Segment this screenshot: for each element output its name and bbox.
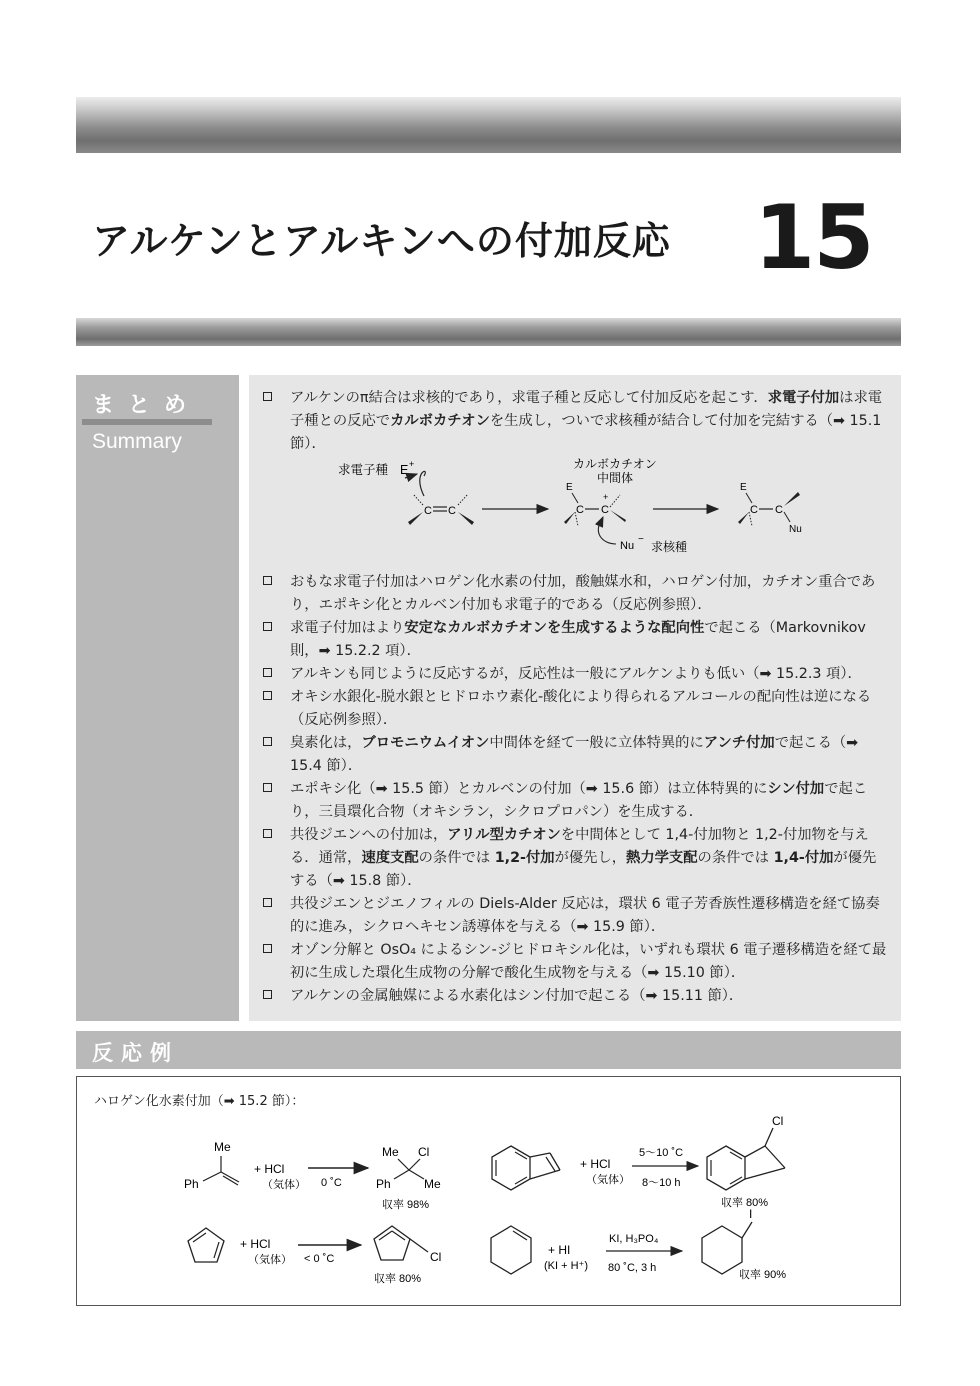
intermediate-label-2: 中間体 [597,471,634,485]
checkbox-bullet-icon [263,944,272,953]
bullet-text [290,893,889,939]
r3-cond: < 0 ˚C [304,1253,335,1265]
checkbox-bullet-icon [263,829,272,838]
r1-p-me2: Me [424,1177,441,1191]
r3-state: （気体） [248,1254,292,1266]
checkbox-bullet-icon [263,622,272,631]
reaction-4 [491,1207,786,1281]
reaction-3 [188,1226,441,1285]
title-underline-bar [76,318,901,346]
summary-bullet [263,939,889,985]
examples-title: 反応例 [92,1041,179,1065]
alkene-carbon-1: C [424,505,432,517]
bullet-text-bold: 1,4-付加 [773,850,834,866]
r2-cond2: 8〜10 h [642,1177,681,1189]
checkbox-bullet-icon [263,737,272,746]
examples-subtitle: ハロゲン化水素付加（➡ 15.2 節）： [94,1094,305,1109]
nucleophile-symbol: Nu [620,540,635,552]
bullet-text [290,939,889,985]
r1-state: （気体） [262,1179,306,1191]
checkbox-bullet-icon [263,691,272,700]
intermediate-label-1: カルボカチオン [573,457,657,471]
r1-cond: 0 ˚C [321,1177,342,1189]
summary-bullet [263,893,889,939]
product-carbon-2: C [775,504,783,516]
summary-bullet [263,732,889,778]
summary-sidebar [76,375,239,1021]
summary-label-divider [82,419,212,425]
bullet-text [290,686,889,732]
r1-p-cl: Cl [418,1145,430,1159]
checkbox-bullet-icon [263,668,272,677]
bullet-text-segment: おもな求電子付加はハロゲン化水素の付加，酸触媒水和，ハロゲン付加，カチオン重合であり，エポキシ化とカルベン付加も求電子的である（反応例参照）． [290,574,876,613]
summary-bullet [263,824,889,893]
bullet-text-segment: で起こり，三員環化合物（オキシラン，シクロプロパン）を生成する． [290,781,868,820]
product-e: E [740,482,747,493]
chapter-title: アルケンとアルキンへの付加反応 [92,219,671,263]
bullet-text-segment: 中間体を経て一般に立体特異的に [489,735,704,751]
bullet-text-bold: 求電子付加 [767,390,840,406]
reaction-2 [492,1114,785,1209]
checkbox-bullet-icon [263,576,272,585]
r2-state: （気体） [586,1174,630,1186]
electrophile-symbol: E [400,463,409,477]
bullet-text [290,571,889,617]
bullet-text-bold: ブロモニウムイオン [361,735,490,751]
r2-cond1: 5〜10 ˚C [639,1147,684,1159]
checkbox-bullet-icon [263,392,272,401]
r1-reagent: + HCl [254,1162,285,1176]
summary-bullet [263,778,889,824]
intermediate-e: E [566,482,573,493]
bullet-text-segment: アルケンの金属触媒による水素化はシン付加で起こる（➡ 15.11 節）． [290,988,744,1004]
alkene-carbon-2: C [448,505,456,517]
bullet-text-segment: エポキシ化（➡ 15.5 節）とカルベンの付加（➡ 15.6 節）は立体特異的に [290,781,768,797]
electrophilic-addition-mechanism [320,452,840,562]
bullet-text-bold: 1,2-付加 [494,850,555,866]
summary-label-ja: まとめ [92,393,201,418]
bullet-text-segment: 共役ジエンとジエノフィルの Diels-Alder 反応は，環状 6 電子芳香族性遷移構造を経て協奏的に進み，シクロヘキセン誘導体を与える（➡ 15.9 節）． [290,896,880,935]
r1-ph: Ph [184,1177,199,1191]
intermediate-carbon-2: C [601,504,609,516]
bullet-text [290,732,889,778]
summary-bullet [263,617,889,663]
bullet-text-bold: カルボカチオン [390,413,490,429]
bullet-text-segment: オゾン分解と OsO₄ によるシン-ジヒドロキシル化は，いずれも環状 6 電子遷移構造を経て最初に生成した環化生成物の分解で酸化生成物を与える（➡ 15.10 節）． [290,942,887,981]
bullet-text [290,778,889,824]
bullet-text-segment: を中間体として 1,4-付加物と 1,2-付加物を与える．通常， [290,827,869,866]
bullet-text-segment: 共役ジエンへの付加は， [290,827,448,843]
bullet-text-bold: 熱力学支配 [626,850,698,866]
summary-bullet [263,663,889,686]
bullet-text-segment: 求電子付加はより [290,620,405,636]
bullet-text-segment: アルキンも同じように反応するが，反応性は一般にアルケンよりも低い（➡ 15.2.3 項）． [290,666,862,682]
bullet-text-segment: は求電子種との反応で [290,390,883,429]
electrophile-charge: + [409,459,415,469]
cation-charge: + [603,492,609,502]
r4-yield: 収率 90% [739,1269,787,1281]
reaction-examples [76,1076,901,1306]
checkbox-bullet-icon [263,783,272,792]
summary-bullet [263,686,889,732]
checkbox-bullet-icon [263,990,272,999]
bullet-text-segment: で起こる（➡ 15.4 節）． [290,735,859,774]
r4-p-i: I [749,1207,753,1221]
bullet-text-bold: アリル型カチオン [447,827,561,843]
bullet-text-bold: シン付加 [767,781,825,797]
bullet-text [290,985,889,1008]
header-decor-bar [76,97,901,153]
bullet-text-bold: 安定なカルボカチオンを生成するような配向性 [404,620,705,636]
nucleophile-label: 求核種 [651,540,688,554]
bullet-text-segment: アルケンのπ結合は求核的であり，求電子種と反応して付加反応を起こす． [290,390,768,406]
r4-cond1: KI, H₃PO₄ [609,1233,659,1245]
bullet-text-bold: 速度支配 [361,850,419,866]
reaction-1 [184,1140,441,1211]
bullet-text-segment: を生成し，ついで求核種が結合して付加を完結する（➡ 15.1 節）． [290,413,882,452]
summary-bullet [263,571,889,617]
bullet-text-segment: が優先する（➡ 15.8 節）． [290,850,877,889]
bullet-text-segment: オキシ水銀化-脱水銀とヒドロホウ素化-酸化により得られるアルコールの配向性は逆になる（反応例参照）． [290,689,872,728]
bullet-text-segment: の条件では [418,850,495,866]
checkbox-bullet-icon [263,898,272,907]
bullet-text [290,663,889,686]
r2-reagent: + HCl [580,1157,611,1171]
bullet-text-segment: 臭素化は， [290,735,362,751]
summary-bullet [263,985,889,1008]
bullet-text-segment: が優先し， [554,850,627,866]
r2-p-cl: Cl [772,1114,784,1128]
r1-p-me1: Me [382,1145,399,1159]
r4-reagent2: (KI + H⁺) [544,1260,589,1272]
r1-me: Me [214,1140,231,1154]
r3-reagent: + HCl [240,1237,271,1251]
product-nu: Nu [789,524,802,535]
bullet-text [290,617,889,663]
nucleophile-charge: − [638,534,644,545]
examples-header-bar [76,1031,901,1069]
r3-yield: 収率 80% [374,1273,422,1285]
summary-bullet [263,387,889,456]
electrophile-label: 求電子種 [338,463,389,477]
chapter-number: 15 [754,186,873,289]
bullet-text [290,824,889,893]
product-carbon-1: C [750,504,758,516]
bullet-text-segment: の条件では [697,850,774,866]
bullet-text-bold: アンチ付加 [703,735,775,751]
r2-yield: 収率 80% [721,1197,769,1209]
r1-yield: 収率 98% [382,1199,430,1211]
bullet-text-segment: で起こる（Markovnikov 則，➡ 15.2.2 項）． [290,620,866,659]
r3-p-cl: Cl [430,1250,442,1264]
curved-arrow-icon [420,471,425,496]
intermediate-carbon-1: C [576,504,584,516]
summary-label-en: Summary [92,430,182,453]
bullet-text [290,387,889,456]
r4-cond2: 80 ˚C, 3 h [608,1262,657,1274]
r1-p-ph: Ph [376,1177,391,1191]
r4-reagent: + HI [548,1243,571,1257]
